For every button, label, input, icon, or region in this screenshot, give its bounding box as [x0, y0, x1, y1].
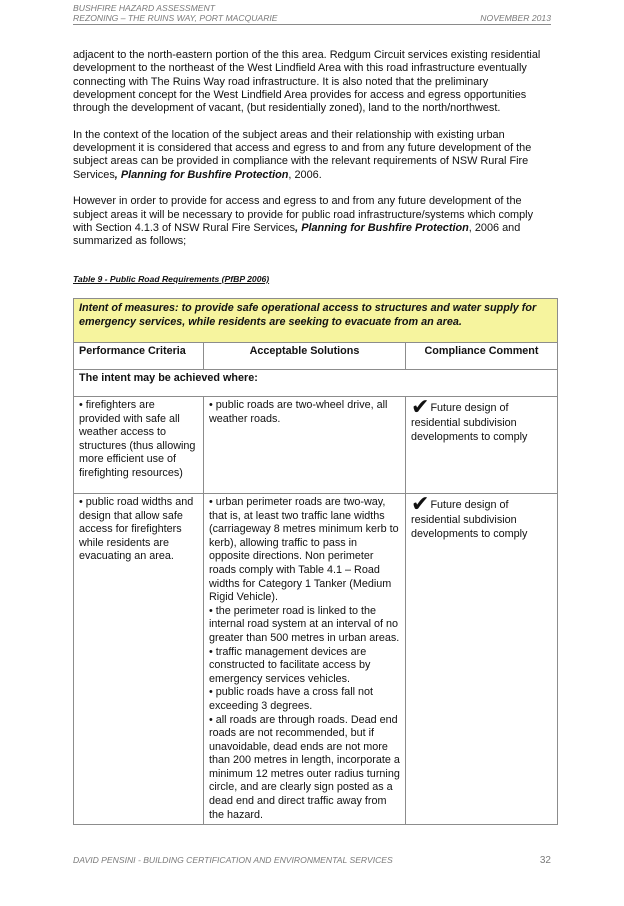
paragraph-2: In the context of the location of the subject areas and their relationship with existing urban development it is considered that access and egress to and from any future development of the subject areas can be provided in compliance with the relevant requirements of NSW Rural Fire Services, Planning for Bushfire Protection, 2006.: [73, 128, 532, 181]
solution-item: • public roads are two-wheel drive, all weather roads.: [209, 399, 388, 425]
column-header: Acceptable Solutions: [204, 343, 406, 370]
document-title-reference: , Planning for Bushfire Protection: [295, 221, 469, 234]
check-mark-icon: ✔: [411, 395, 430, 420]
page-header: [73, 4, 551, 25]
body-text: [73, 49, 553, 262]
solutions-cell: [204, 494, 406, 825]
page-footer: [73, 855, 551, 866]
table-row: [74, 494, 558, 825]
comment-text: Future design of residential subdivision developments to comply: [411, 499, 528, 540]
footer-company: DAVID PENSINI - BUILDING CERTIFICATION AND ENVIRONMENTAL SERVICES: [73, 855, 393, 865]
header-subtitle: REZONING – THE RUINS WAY, PORT MACQUARIE: [73, 12, 278, 23]
solution-item: • traffic management devices are constructed to facilitate access by emergency services vehicles.: [209, 645, 371, 685]
table-row: [74, 397, 558, 494]
intent-achieved-row: The intent may be achieved where:: [74, 370, 558, 397]
document-title-reference: , Planning for Bushfire Protection: [114, 168, 289, 181]
intent-cell: Intent of measures: to provide safe operational access to structures and water supply for emergency services, while residents are seeking to evacuate from an area.: [74, 299, 558, 343]
page-number: 32: [539, 855, 551, 866]
comment-text: Future design of residential subdivision developments to comply: [411, 402, 528, 443]
solutions-cell: [204, 397, 406, 494]
solution-item: • all roads are through roads. Dead end roads are not recommended, but if unavoidable, dead ends are not more than 200 metres in length, incorporate a minimum 12 metres outer radius turning circle, and are clearly sign posted as a dead end and direct traffic away from the hazard.: [209, 713, 400, 821]
column-header: Compliance Comment: [406, 343, 558, 370]
solution-item: • urban perimeter roads are two-way, that is, at least two traffic lane widths (carriageway 8 metres minimum kerb to kerb), allowing traffic to pass in opposite directions. Non perimeter roads comply with Table 4.1 – Road widths for Category 1 Tanker (Medium Rigid Vehicle).: [209, 496, 399, 604]
paragraph-1: adjacent to the north-eastern portion of the this area. Redgum Circuit services existing residential development to the northeast of the West Lindfield Area with this road infrastructure eventually connecting with The Ruins Way road infrastructure. It is also noted that the preliminary development concept for the West Lindfield Area provides for access and egress opportunities through the development of vacant, (but residentially zoned), land to the north/northwest.: [73, 49, 541, 115]
column-header: Performance Criteria: [74, 343, 204, 370]
road-requirements-table: [73, 298, 558, 825]
comment-cell: [406, 494, 558, 825]
criteria-cell: • public road widths and design that allow safe access for firefighters while residents are evacuating an area.: [74, 494, 204, 825]
solution-item: • public roads have a cross fall not exceeding 3 degrees.: [209, 686, 374, 712]
table-caption: Table 9 - Public Road Requirements (PfBP 2006): [73, 274, 270, 284]
check-mark-icon: ✔: [411, 492, 430, 517]
comment-cell: [406, 397, 558, 494]
solution-item: • the perimeter road is linked to the internal road system at an interval of no greater than 500 metres in urban areas.: [209, 604, 400, 644]
paragraph-3: However in order to provide for access and egress to and from any future development of the subject areas it will be necessary to provide for public road infrastructure/systems which comply with Section 4.1.3 of NSW Rural Fire Services, Planning for Bushfire Protection, 2006 and summarized as follows;: [73, 195, 534, 248]
header-date: NOVEMBER 2013: [480, 12, 551, 23]
criteria-cell: • firefighters are provided with safe all weather access to structures (thus allowing more efficient use of firefighting resources): [74, 397, 204, 494]
header-title: BUSHFIRE HAZARD ASSESSMENT: [73, 3, 215, 13]
